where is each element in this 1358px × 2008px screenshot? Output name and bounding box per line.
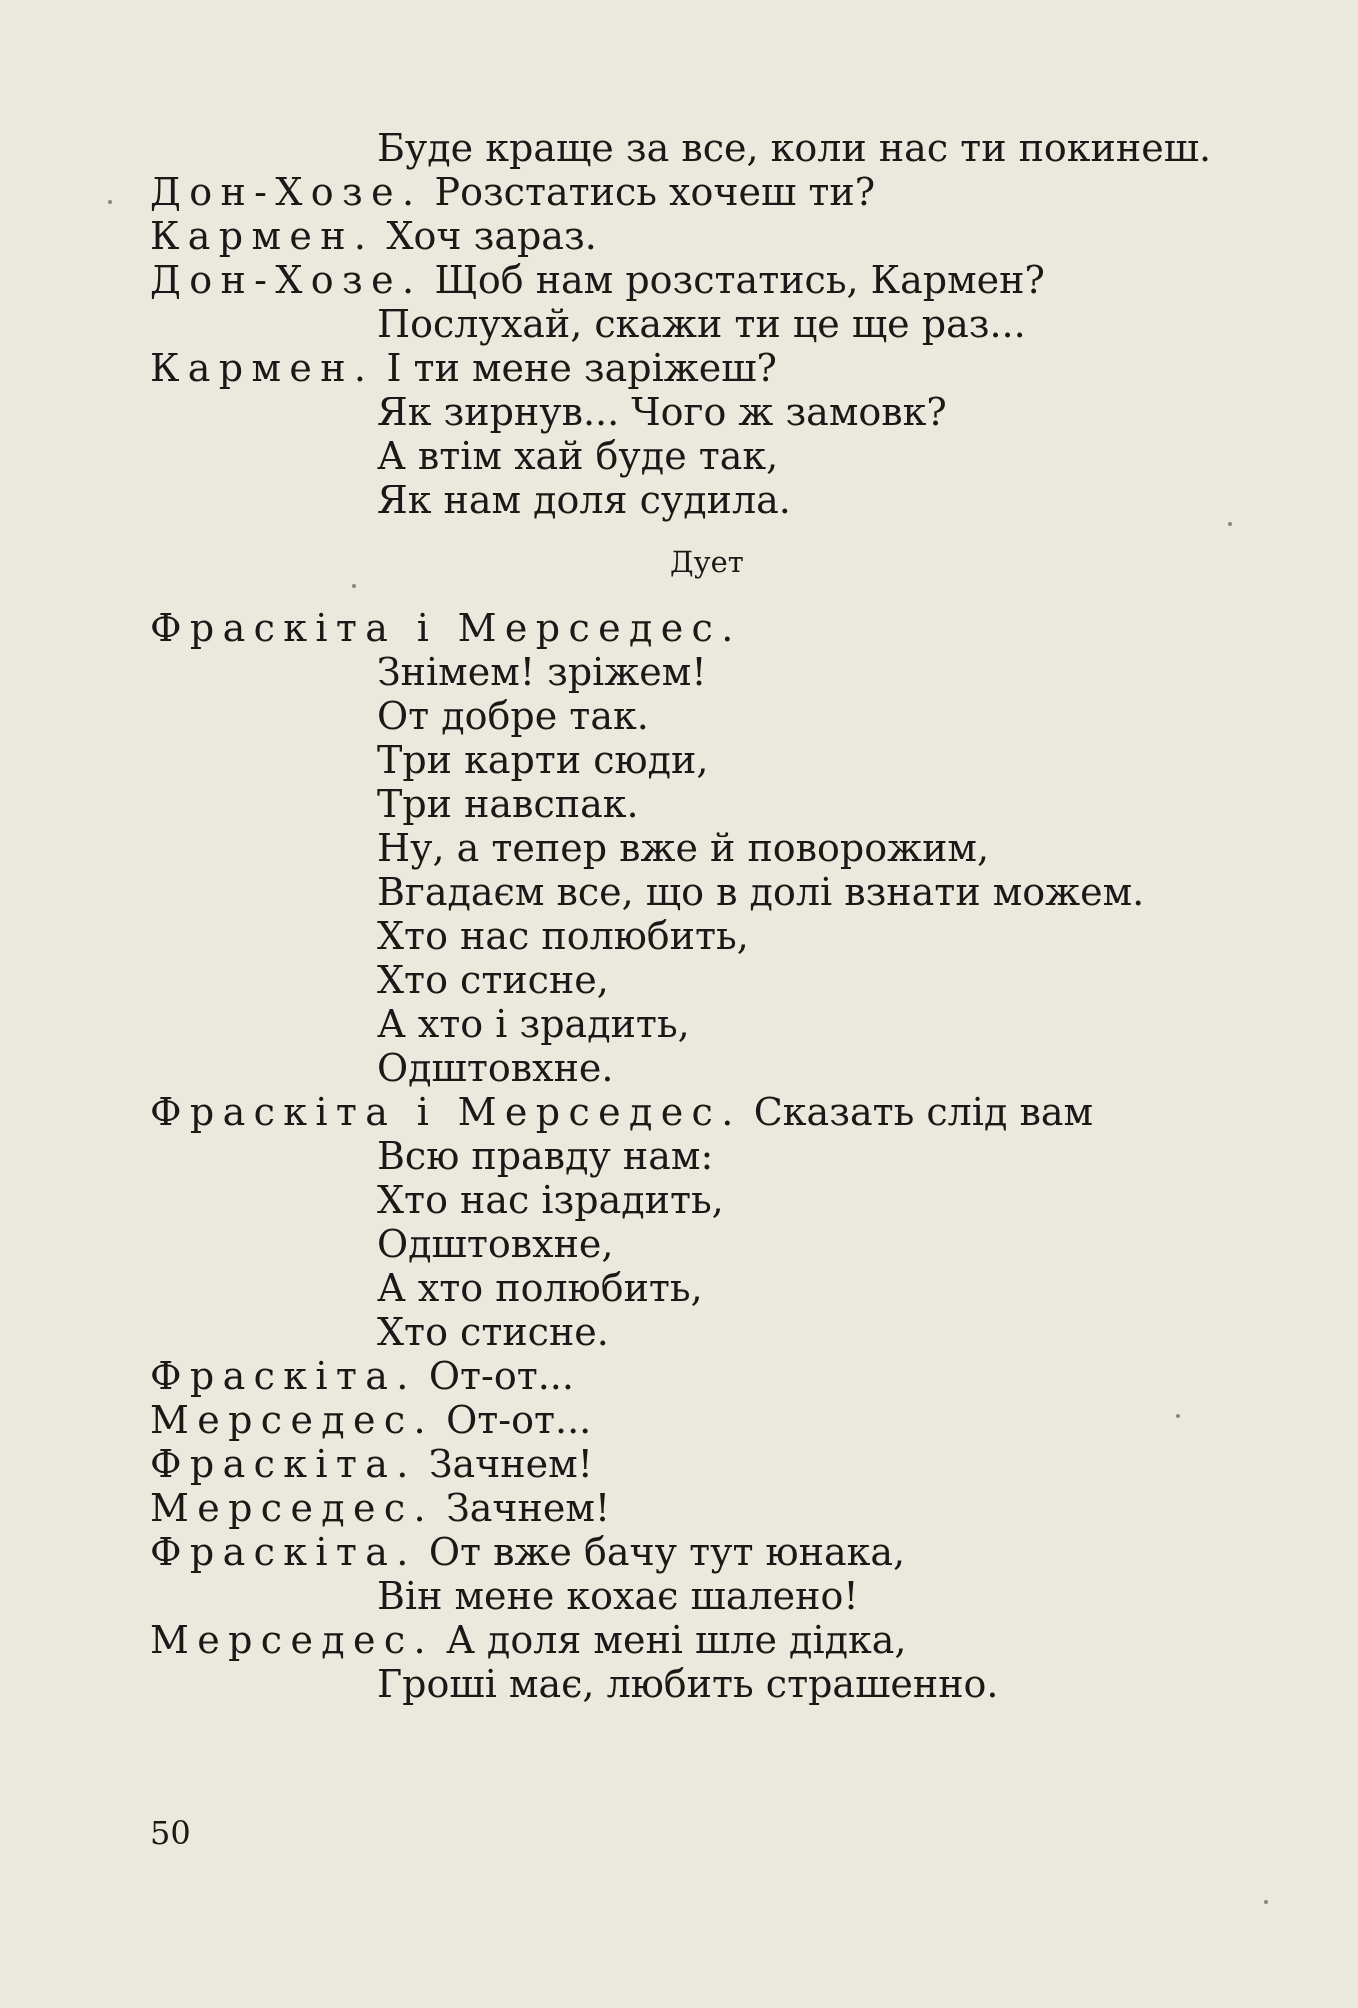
line-text: А втім хай буде так, xyxy=(377,434,779,478)
speaker-name: Мерседес. xyxy=(150,1398,434,1442)
speech-line xyxy=(0,1354,1358,1398)
line-text: Як зирнув... Чого ж замовк? xyxy=(377,390,947,434)
line-text: А хто полюбить, xyxy=(377,1266,703,1310)
line-text: І ти мене заріжеш? xyxy=(386,346,777,390)
speaker-name: Дон-Хозе. xyxy=(150,258,423,302)
line-text: Хоч зараз. xyxy=(386,214,597,258)
verse-line xyxy=(0,650,1358,694)
verse-line xyxy=(0,870,1358,914)
verse-line xyxy=(0,826,1358,870)
line-text: Хто нас ізрадить, xyxy=(377,1178,724,1222)
line-text: Послухай, скажи ти це ще раз... xyxy=(377,302,1026,346)
line-text: Три карти сюди, xyxy=(377,738,709,782)
verse-line xyxy=(0,126,1358,170)
verse-line xyxy=(0,914,1358,958)
line-text: Гроші має, любить страшенно. xyxy=(377,1662,999,1706)
paper-speck xyxy=(1228,522,1232,526)
line-text: Одштовхне, xyxy=(377,1222,614,1266)
verse-line xyxy=(0,478,1358,522)
verse-line xyxy=(0,390,1358,434)
line-text: Зачнем! xyxy=(446,1486,611,1530)
speaker-name: Мерседес. xyxy=(150,1486,434,1530)
line-text: От-от... xyxy=(428,1354,574,1398)
speech-line xyxy=(0,1442,1358,1486)
verse-line xyxy=(0,1662,1358,1706)
heading-text: Дует xyxy=(670,545,744,579)
paper-speck xyxy=(1264,1900,1268,1904)
speech-line xyxy=(0,214,1358,258)
line-text: Буде краще за все, коли нас ти покинеш. xyxy=(377,126,1212,170)
speaker-name: Фраскіта і Мерседес. xyxy=(150,606,742,650)
speaker-name: Кармен. xyxy=(150,346,375,390)
line-text: Всю правду нам: xyxy=(377,1134,714,1178)
verse-line xyxy=(0,1178,1358,1222)
speech-line xyxy=(0,346,1358,390)
paper-speck xyxy=(1176,1414,1180,1418)
paper-speck xyxy=(352,584,356,588)
line-text: А хто і зрадить, xyxy=(377,1002,690,1046)
speaker-name: Фраскіта. xyxy=(150,1442,417,1486)
verse-line xyxy=(0,1134,1358,1178)
verse-line xyxy=(0,434,1358,478)
speech-line xyxy=(0,170,1358,214)
line-text: Хто стисне. xyxy=(377,1310,609,1354)
verse-line xyxy=(0,738,1358,782)
line-text: Сказать слід вам xyxy=(753,1090,1094,1134)
speech-line xyxy=(0,258,1358,302)
libretto-text xyxy=(0,126,1358,1706)
speech-line xyxy=(0,1530,1358,1574)
speech-line xyxy=(0,606,1358,650)
verse-line xyxy=(0,1574,1358,1618)
verse-line xyxy=(0,1266,1358,1310)
page-number: 50 xyxy=(150,1814,191,1852)
line-text: А доля мені шле дідка, xyxy=(446,1618,907,1662)
verse-line xyxy=(0,694,1358,738)
line-text: Розстатись хочеш ти? xyxy=(434,170,876,214)
line-text: От добре так. xyxy=(377,694,649,738)
verse-line xyxy=(0,1310,1358,1354)
section-heading xyxy=(0,532,1358,598)
line-text: Хто нас полюбить, xyxy=(377,914,749,958)
line-text: Знімем! зріжем! xyxy=(377,650,707,694)
speech-line xyxy=(0,1618,1358,1662)
line-text: От вже бачу тут юнака, xyxy=(428,1530,906,1574)
speaker-name: Кармен. xyxy=(150,214,375,258)
speaker-name: Фраскіта. xyxy=(150,1354,417,1398)
speech-line xyxy=(0,1090,1358,1134)
line-text: Ну, а тепер вже й поворожим, xyxy=(377,826,990,870)
line-text: Одштовхне. xyxy=(377,1046,614,1090)
line-text: Три навспак. xyxy=(377,782,639,826)
speech-line xyxy=(0,1486,1358,1530)
line-text: Вгадаєм все, що в долі взнати можем. xyxy=(377,870,1145,914)
line-text: Як нам доля судила. xyxy=(377,478,791,522)
verse-line xyxy=(0,958,1358,1002)
paper-speck xyxy=(108,200,112,204)
verse-line xyxy=(0,1046,1358,1090)
speech-line xyxy=(0,1398,1358,1442)
line-text: Зачнем! xyxy=(428,1442,593,1486)
verse-line xyxy=(0,1002,1358,1046)
speaker-name: Фраскіта і Мерседес. xyxy=(150,1090,742,1134)
line-text: Він мене кохає шалено! xyxy=(377,1574,859,1618)
line-text: От-от... xyxy=(446,1398,592,1442)
verse-line xyxy=(0,1222,1358,1266)
speaker-name: Дон-Хозе. xyxy=(150,170,423,214)
verse-line xyxy=(0,302,1358,346)
line-text: Щоб нам розстатись, Кармен? xyxy=(434,258,1045,302)
speaker-name: Мерседес. xyxy=(150,1618,434,1662)
speaker-name: Фраскіта. xyxy=(150,1530,417,1574)
line-text: Хто стисне, xyxy=(377,958,609,1002)
verse-line xyxy=(0,782,1358,826)
